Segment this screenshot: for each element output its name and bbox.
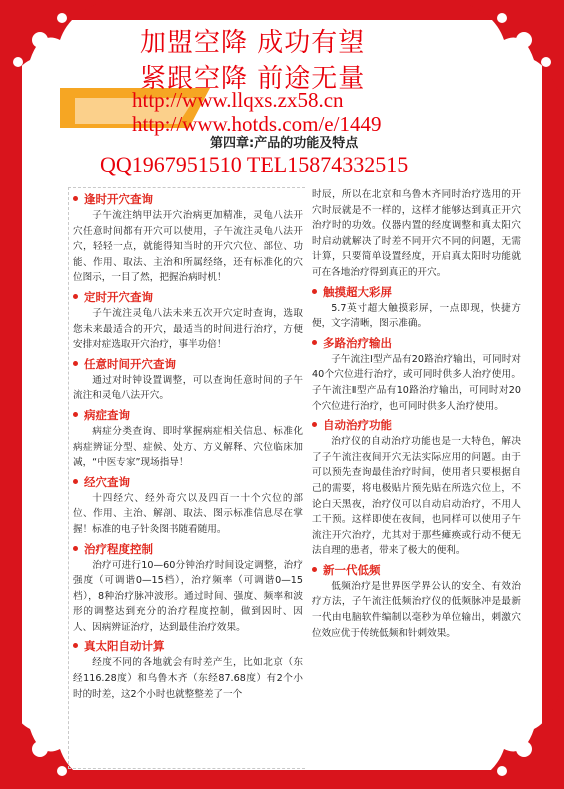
section-title: 触摸超大彩屏 xyxy=(308,283,523,301)
section-title: 逢时开穴查询 xyxy=(69,190,305,208)
section-body: 子午流注灵龟八法未来五次开穴定时查询，选取您未来最适合的开穴，最适当的时间进行治疗，方便安排对症选取开穴治疗，事半功倍！ xyxy=(73,307,303,351)
section-body: 治疗仪的自动治疗功能也是一大特色，解决了子午流注夜间开穴无法实际应用的问题。由于可以预先查询最佳治疗时间，使用者只要根据自己的需要，将电极贴片预先贴在所选穴位上，不论白天黑夜，治疗仪可以自动启动治疗，不用人工干预。这样即使在夜间，也同样可以使用子午流注开穴治疗，尤其对于那些瘫痪或行动不便无法自理的患者，带来了极大的便利。 xyxy=(312,436,521,557)
section-body: 十四经穴、经外奇穴以及四百一十个穴位的部位、作用、主治、解剖、取法、图示标准信息尽在掌握！标准的电子针灸图书随看随用。 xyxy=(73,492,303,535)
section-title: 自动治疗功能 xyxy=(308,416,523,434)
bullet-dot-icon xyxy=(73,546,78,551)
section-body: 通过对时钟设置调整，可以查询任意时间的子午流注和灵龟八法开穴。 xyxy=(73,374,303,402)
contact-info: QQ1967951510 TEL15874332515 xyxy=(100,152,409,177)
headline-line-2: 紧跟空降 前途无量 xyxy=(140,64,366,94)
website-url-1[interactable]: http://www.llqxs.zx58.cn xyxy=(132,88,344,112)
section-body: 子午流注Ⅰ型产品有20路治疗输出，可同时对40个穴位进行治疗，或可同时供多人治疗使用。子午流注Ⅱ型产品有10路治疗输出，可同时对20个穴位进行治疗，也可同时供多人治疗使用。 xyxy=(312,353,521,412)
section-title: 任意时间开穴查询 xyxy=(69,355,305,373)
section-title: 经穴查询 xyxy=(69,473,305,491)
bullet-dot-icon xyxy=(73,479,78,484)
section-title: 真太阳自动计算 xyxy=(69,637,305,655)
section-body: 5.7英寸超大触摸彩屏，一点即现，快捷方便，文字清晰，图示准确。 xyxy=(312,302,521,330)
bullet-dot-icon xyxy=(312,567,317,572)
bullet-dot-icon xyxy=(312,340,317,345)
bullet-dot-icon xyxy=(312,422,317,427)
section-title: 多路治疗输出 xyxy=(308,334,523,352)
headline-line-1: 加盟空降 成功有望 xyxy=(140,28,366,58)
paper-cut-corner-top-right xyxy=(454,0,564,110)
website-url-2[interactable]: http://www.hotds.com/e/1449 xyxy=(132,112,382,136)
bullet-dot-icon xyxy=(73,294,78,299)
section-body: 子午流注纳甲法开穴治病更加精准，灵龟八法开穴任意时间都有开穴可以使用，子午流注灵龟八法开穴，轻轻一点，就能得知当时的开穴穴位、部位、功能、作用、取法、主治和所属经络，还有标准化的穴位图示，一目了然，把握治病时机！ xyxy=(73,210,303,284)
left-column xyxy=(68,187,305,769)
bullet-dot-icon xyxy=(73,196,78,201)
bullet-dot-icon xyxy=(73,361,78,366)
section-body-continuation: 时辰，所以在北京和乌鲁木齐同时治疗选用的开穴时辰就是不一样的，这样才能够达到真正开穴治疗时的功效。仪器内置的经度调整和真太阳穴时启动就解决了时差不同开穴不同的问题，无需计算，只要简单设置经度，开启真太阳时功能就可在各地治疗得到真正的开穴。 xyxy=(312,189,521,278)
section-title: 定时开穴查询 xyxy=(69,288,305,306)
bullet-dot-icon xyxy=(312,289,317,294)
section-body: 治疗可进行10—60分钟治疗时间设定调整，治疗强度（可调谐0—15档），治疗频率（可调谐0—15档），8种治疗脉冲波形。通过时间、强度、频率和波形的调整达到充分的治疗程度控制，做到因时、因人、因病辨证治疗，达到最佳治疗效果。 xyxy=(73,559,303,633)
section-title: 病症查询 xyxy=(69,406,305,424)
bullet-dot-icon xyxy=(73,412,78,417)
section-body: 经度不同的各地就会有时差产生，比如北京（东经116.28度）和乌鲁木齐（东经87.68度）有2个小时的时差，这2个小时也就整整差了一个 xyxy=(73,657,303,700)
section-title: 新一代低频 xyxy=(308,561,523,579)
right-column xyxy=(308,187,523,641)
section-body: 低频治疗是世界医学界公认的安全、有效治疗方法，子午流注低频治疗仪的低频脉冲是最新一代由电脑软件编制以毫秒为单位输出，刺激穴位效应优于传统低频和针刺效果。 xyxy=(312,580,521,639)
bullet-dot-icon xyxy=(73,643,78,648)
chapter-title: 第四章:产品的功能及特点 xyxy=(210,136,359,151)
section-body: 病症分类查询、即时掌握病症相关信息、标准化病症辨证分型、症候、处方、方义解释、穴位临床加减，“中医专家”现场指导！ xyxy=(73,425,303,469)
section-title: 治疗程度控制 xyxy=(69,540,305,558)
paper-cut-corner-bottom-right xyxy=(454,679,564,789)
